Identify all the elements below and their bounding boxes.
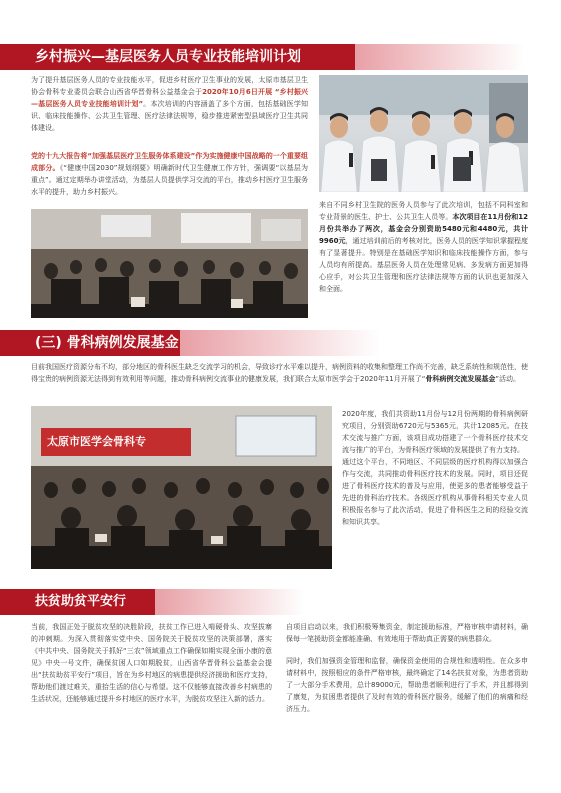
section2-right-a: 2020年度，我们共资助11月份与12月份两期的骨科病例研究项目，分别资助6720元与5365元，共计12085元。在技术交流与推广方面，该项目成功搭建了一个骨科医疗技术交流与推广的平台，为骨科医疗领域的发展提供了有力支持。 — [342, 410, 528, 454]
photo-lecture-hall — [31, 209, 308, 318]
section2-right-text — [342, 408, 528, 528]
section3-right-a: 自项目启动以来，我们积极筹集资金，制定援助标准，严格审核申请材料，确保每一笔援助资金都能准确、有效地用于帮助真正需要的病患群众。 — [286, 623, 528, 643]
section3-header-fade-strip — [155, 589, 305, 615]
section2-header-fade-strip — [180, 330, 380, 356]
section3-header — [0, 589, 155, 615]
section1-policy — [31, 150, 308, 198]
photo-doctors-drawing — [319, 75, 528, 192]
section1-intro-b: 。本次培训的内容涵盖了多个方面，包括基础医学知识、临床技能操作、公共卫生管理、医疗法律法规等，稳步推进紧密型县域医疗卫生共同体建设。 — [31, 100, 308, 132]
conference-banner-text: 太原市医学会骨科专 — [47, 435, 146, 448]
section1-title: 乡村振兴—基层医务人员专业技能培训计划 — [35, 49, 301, 65]
section2-right-b: 通过这个平台，不同地区、不同层级的医疗机构得以加强合作与交流，共同推动骨科医疗技术的发展。同时，项目还促进了骨科医疗技术的普及与应用，使更多的患者能够受益于先进的骨科治疗技术。各级医疗机构从事骨科相关专业人员积极报名参与了此次活动，促进了骨科医生之间的经验交流和知识共享。 — [342, 458, 528, 526]
section2-intro — [31, 361, 528, 385]
photo-lecture-hall-drawing — [31, 209, 308, 318]
section1-right-a: 来自不同乡村卫生院的医务人员参与了此次培训，包括不同科室和专业背景的医生、护士、公共卫生人员等。 — [319, 201, 528, 221]
section1-right-funding: 本次项目在11月份和12月份共举办了两次，基金会分别资助5480元和4480元，共计9960元 — [319, 213, 529, 245]
section1-intro — [31, 74, 308, 134]
section1-header-fade-strip — [355, 44, 525, 70]
section1-header — [0, 44, 355, 70]
section1-right-b: ，通过培训前后的考核对比，医务人员的医学知识掌握程度有了显著提升。特别是在基础医学知识和临床技能操作方面，参与人员均有所提高。基层医务人员在处理常见病、多发病方面更加得心应手，对公共卫生管理和医疗法律法规等方面的认识也更加深入和全面。 — [319, 237, 529, 293]
photo-doctors — [319, 75, 528, 192]
photo-conference — [31, 406, 332, 569]
section2-intro-fund-name: 骨科病例交流发展基金 — [425, 375, 496, 383]
section1-intro-highlight: 2020年10月6日开展 “乡村振兴—基层医务人员专业技能培训计划” — [31, 88, 308, 108]
section1-policy-highlight: 党的十九大报告将“加强基层医疗卫生服务体系建设”作为实施健康中国战略的一个重要组成部分。 — [31, 152, 308, 172]
section3-right-text — [286, 621, 528, 715]
section3-left-text: 当前，我国正处于脱贫攻坚的决胜阶段，扶贫工作已进入啃硬骨头、攻坚拔寨的冲刺期。为深入贯彻落实党中央、国务院关于脱贫攻坚的决策部署，落实《中共中央、国务院关于抓好“三农”领域重点工作确保如期实现全面小康的意见》中央一号文件，确保贫困人口如期脱贫，山西省华晋骨科公益基金会提出“扶贫助贫平安行”项目，旨在为乡村地区的病患提供经济援助和医疗支持，帮助他们渡过难关，重拾生活的信心与希望。这不仅能够直接改善乡村病患的生活状况，还能够通过提升乡村地区的医疗水平，为脱贫攻坚注入新的活力。 — [31, 623, 272, 703]
section1-intro-a: 为了提升基层医务人员的专业技能水平，促进乡村医疗卫生事业的发展，太原市基层卫生协会骨科专业委员会联合山西省华晋骨科公益基金会于 — [31, 76, 308, 96]
section2-title: (三) 骨科病例发展基金 — [35, 335, 179, 351]
section3-right-b: 同时，我们加强资金管理和监督，确保资金使用的合规性和透明性。在众多申请材料中，按照相应的条件严格审核，最终确定了14名扶贫对象，为患者资助了一大部分手术费用，总计89000元，帮助患者顺利进行了手术，并且都得到了康复，为贫困患者提供了及时有效的骨科医疗服务，缓解了他们的病痛和经济压力。 — [286, 657, 528, 713]
section3-title: 扶贫助贫平安行 — [35, 594, 127, 609]
section2-intro-a: 目前我国医疗资源分布不均，部分地区的骨科医生缺乏交流学习的机会，导致诊疗水平难以提升，病例资料的收集和整理工作尚不完善，缺乏系统性和规范性，使得宝贵的病例资源无法得到有效利用等问题，推动骨科病例交流事业的健康发展，我们联合太原市医学会于2020年11月开展了“ — [31, 363, 528, 383]
section2-intro-c: ”活动。 — [495, 375, 520, 383]
section2-header — [0, 330, 180, 356]
section1-policy-text: 《“健康中国2030”规划纲要》明确新时代卫生健康工作方针，强调要“以基层为重点”。通过定期举办讲堂活动，为基层人员提供学习交流的平台，推动乡村医疗卫生服务水平的提升，助力乡村振兴。 — [31, 164, 309, 196]
section1-right-text — [319, 199, 528, 295]
